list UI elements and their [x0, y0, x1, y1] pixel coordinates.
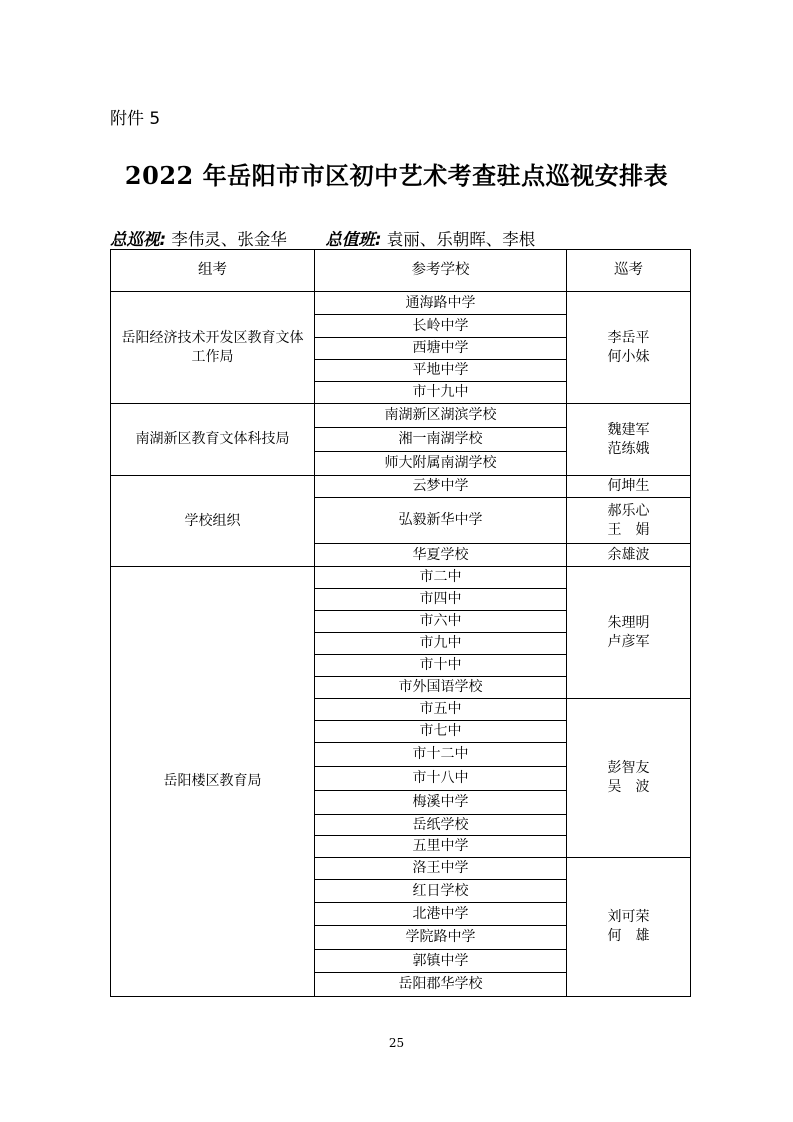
school-cell: 北港中学	[315, 903, 567, 926]
table-row	[111, 292, 691, 315]
inspector-name: 刘可荣	[607, 909, 650, 925]
inspector-cell	[567, 567, 691, 699]
school-cell: 市十九中	[315, 382, 567, 404]
school-cell: 洛王中学	[315, 858, 567, 880]
organizer-cell: 岳阳楼区教育局	[111, 567, 315, 997]
school-cell: 学院路中学	[315, 926, 567, 950]
inspector-name: 何小妹	[607, 348, 650, 365]
general-patrol-names: 李伟灵、张金华	[171, 230, 287, 249]
table-row	[111, 476, 691, 498]
inspector-name: 朱理明	[607, 614, 650, 631]
school-cell: 华夏学校	[315, 544, 567, 567]
inspector-name: 郝乐心	[607, 502, 650, 519]
inspector-cell: 余雄波	[567, 544, 691, 567]
school-cell: 市二中	[315, 567, 567, 589]
inspector-name: 王 娟	[607, 521, 650, 538]
inspector-cell	[567, 292, 691, 404]
school-cell: 平地中学	[315, 360, 567, 382]
school-cell: 市十中	[315, 655, 567, 677]
inspector-cell: 何坤生	[567, 476, 691, 498]
school-cell: 师大附属南湖学校	[315, 452, 567, 476]
school-cell: 西塘中学	[315, 338, 567, 360]
schedule-table	[110, 249, 691, 997]
school-cell: 市十八中	[315, 767, 567, 791]
duty-names: 袁丽、乐朝晖、李根	[386, 230, 536, 249]
inspector-name: 彭智友	[607, 760, 650, 776]
organizer-cell: 南湖新区教育文体科技局	[111, 404, 315, 476]
school-cell: 通海路中学	[315, 292, 567, 315]
page-number: 25	[388, 1036, 405, 1050]
organizer-cell: 学校组织	[111, 476, 315, 567]
school-cell: 南湖新区湖滨学校	[315, 404, 567, 428]
patrol-line	[110, 226, 535, 250]
header-school: 参考学校	[315, 250, 567, 292]
school-cell: 梅溪中学	[315, 791, 567, 815]
table-row	[111, 567, 691, 589]
school-cell: 岳纸学校	[315, 815, 567, 836]
inspector-name: 何 雄	[607, 928, 650, 944]
inspector-name: 吴 波	[607, 779, 650, 795]
school-cell: 红日学校	[315, 880, 567, 903]
table-row	[111, 404, 691, 428]
inspector-cell	[567, 404, 691, 476]
school-cell: 云梦中学	[315, 476, 567, 498]
page-title: 2022 年岳阳市市区初中艺术考查驻点巡视安排表	[124, 161, 669, 190]
inspector-name: 范练娥	[607, 440, 650, 457]
inspector-cell	[567, 699, 691, 858]
general-patrol-label: 总巡视:	[110, 230, 167, 249]
school-cell: 湘一南湖学校	[315, 428, 567, 452]
school-cell: 市九中	[315, 633, 567, 655]
header-inspector: 巡考	[567, 250, 691, 292]
school-cell: 市十二中	[315, 743, 567, 767]
school-cell: 岳阳郡华学校	[315, 973, 567, 997]
school-cell: 长岭中学	[315, 315, 567, 338]
header-row	[111, 250, 691, 292]
school-cell: 市外国语学校	[315, 677, 567, 699]
school-cell: 市六中	[315, 611, 567, 633]
inspector-name: 李岳平	[607, 329, 650, 346]
organizer-cell: 岳阳经济技术开发区教育文体工作局	[111, 292, 315, 404]
inspector-cell	[567, 858, 691, 997]
school-cell: 弘毅新华中学	[315, 498, 567, 544]
inspector-name: 卢彦军	[607, 633, 650, 650]
inspector-name: 魏建军	[607, 421, 650, 438]
inspector-cell	[567, 498, 691, 544]
school-cell: 五里中学	[315, 836, 567, 858]
school-cell: 市七中	[315, 721, 567, 743]
attachment-label: 附件 5	[110, 109, 161, 129]
header-organizer: 组考	[111, 250, 315, 292]
school-cell: 郭镇中学	[315, 950, 567, 973]
duty-label: 总值班:	[325, 230, 382, 249]
school-cell: 市五中	[315, 699, 567, 721]
school-cell: 市四中	[315, 589, 567, 611]
